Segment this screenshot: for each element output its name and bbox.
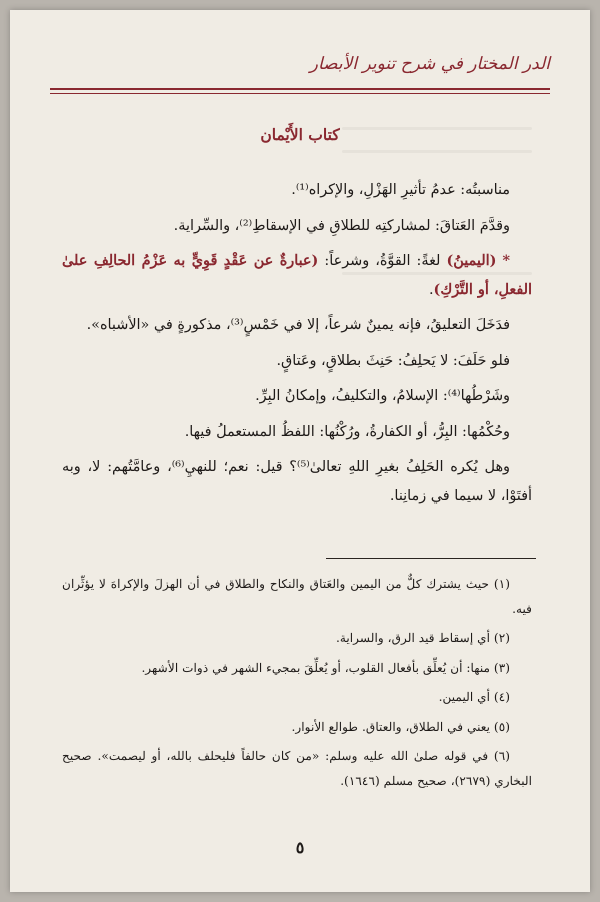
- header-rule-thick: [50, 88, 550, 90]
- footnote-5: (٥) يعني في الطلاق، والعتاق. طوالع الأنوار.: [291, 719, 510, 734]
- paragraph-precedence: وقدَّمَ العَتاقَ: لمشاركتِه للطلاقِ في الإسقاطِ⁽²⁾، والسِّراية.: [173, 217, 510, 234]
- header-title: الدر المختار في شرح تنوير الأبصار: [309, 54, 550, 74]
- footnote-1: (١) حيث يشترك كلٌّ من اليمين والعَتاق والنكاح والطلاق في أن الهزلَ والإكراهَ لا يؤثِّران فيه.: [62, 577, 532, 616]
- footnotes: [62, 572, 532, 798]
- defined-term: (اليمينُ): [446, 252, 497, 269]
- main-text: [62, 176, 532, 517]
- paragraph-question: وهل يُكره الحَلِفُ بغيرِ اللهِ تعالىٰ⁽⁵⁾؟ قيل: نعم؛ للنهيِ⁽⁶⁾، وعامَّتُهم: لا، وبه أفتَوْا، لا سيما في زمانِنا.: [62, 459, 532, 504]
- definition-highlight: (عبارةٌ عن عَقْدٍ قَوِيٍّ به عَزْمُ الحالِفِ علىٰ الفعلِ، أو التَّرْكِ): [62, 252, 532, 298]
- page-number: ٥: [295, 838, 305, 857]
- paragraph-conditions: وشَرْطُها⁽⁴⁾: الإسلامُ، والتكليفُ، وإمكانُ البِرِّ.: [255, 388, 510, 404]
- footnote-6: (٦) في قوله صلىٰ الله عليه وسلم: «من كان حالفاً فليحلف بالله، أو ليصمت». صحيح البخاري (٢٦٧٩)، صحيح مسلم (١٦٤٦).: [62, 749, 532, 788]
- header-rule-thin: [50, 93, 550, 94]
- chapter-title: كتاب الأَيْمان: [260, 125, 340, 144]
- paragraph-conditional: فدَخَلَ التعليقُ، فإنه يمينٌ شرعاً، إلا في خَمْسٍ⁽³⁾، مذكورةٍ في «الأشباه».: [86, 317, 510, 333]
- definition-tail: .: [428, 281, 434, 298]
- paragraph-definition: [62, 247, 532, 304]
- paragraph-oath-example: فلو حَلَفَ: لا يَحلِفُ: حَنِثَ بطلاقٍ، وعَتاقٍ.: [276, 352, 510, 369]
- running-header: [50, 54, 550, 86]
- definition-lead: لغةً: القوَّةُ، وشرعاً:: [318, 253, 447, 269]
- paragraph-relevance: مناسبتُه: عدمُ تأثيرِ الهَزْلِ، والإكراه⁽¹⁾.: [291, 182, 510, 198]
- star-marker: *: [502, 252, 510, 269]
- book-page: [10, 10, 590, 892]
- show-through-mark: [342, 150, 532, 153]
- footnote-2: (٢) أي إسقاط قيد الرق، والسراية.: [336, 631, 510, 645]
- paragraph-ruling: وحُكْمُها: البِرُّ، أو الكفارةُ، ورُكْنُها: اللفظُ المستعملُ فيها.: [184, 423, 510, 440]
- footnote-separator: [326, 558, 536, 559]
- footnote-4: (٤) أي اليمين.: [438, 690, 510, 704]
- footnote-3: (٣) منها: أن يُعلِّق بأفعال القلوب، أو يُعلِّقَ بمجيء الشهر في ذوات الأشهر.: [141, 660, 510, 675]
